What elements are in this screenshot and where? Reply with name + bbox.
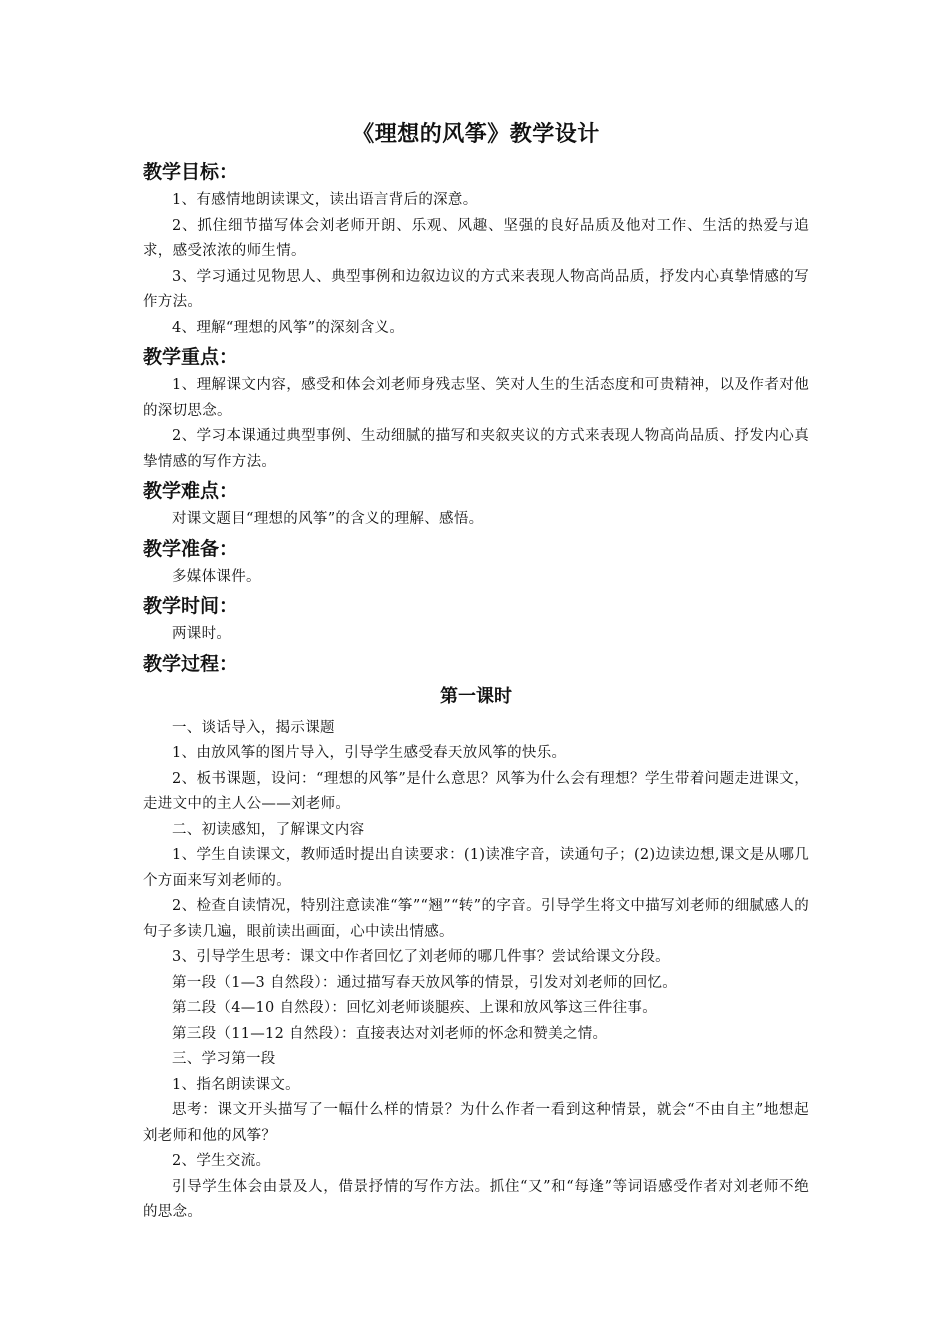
paragraph: 两课时。 [172, 626, 232, 642]
paragraph: 1、学生自读课文，教师适时提出自读要求：(1)读准字音，读通句子；(2)边读边想,课文是从哪几个方面来写刘老师的。 [143, 847, 809, 889]
section-preparation [143, 533, 809, 591]
paragraph: 三、学习第一段 [172, 1051, 276, 1067]
paragraph: 1、有感情地朗读课文，读出语言背后的深意。 [172, 192, 478, 208]
section-process [143, 648, 809, 680]
paragraph: 一、谈话导入，揭示课题 [172, 719, 335, 736]
paragraph: 2、检查自读情况，特别注意读准“筝”“翘”“转”的字音。引导学生将文中描写刘老师的细腻感人的句子多读几遍，眼前读出画面，心中读出情感。 [143, 898, 809, 940]
paragraph: 第二段（4—10 自然段）：回忆刘老师谈腿疾、上课和放风筝这三件往事。 [172, 1000, 658, 1016]
document-content [143, 118, 809, 1226]
paragraph: 第一段（1—3 自然段）：通过描写春天放风筝的情景，引发对刘老师的回忆。 [172, 974, 678, 991]
section-heading: 教学重点： [143, 346, 239, 368]
paragraph: 4、理解“理想的风筝”的深刻含义。 [172, 319, 405, 336]
paragraph: 1、由放风筝的图片导入，引导学生感受春天放风筝的快乐。 [172, 745, 567, 761]
section-heading: 教学难点： [143, 480, 239, 502]
paragraph: 2、学习本课通过典型事例、生动细腻的描写和夹叙夹议的方式来表现人物高尚品质、抒发内心真挚情感的写作方法。 [143, 428, 809, 470]
paragraph: 3、引导学生思考：课文中作者回忆了刘老师的哪几件事？尝试给课文分段。 [172, 949, 670, 965]
paragraph: 思考：课文开头描写了一幅什么样的情景？为什么作者一看到这种情景，就会“不由自主”地想起刘老师和他的风筝？ [143, 1102, 809, 1144]
section-heading: 教学时间： [143, 595, 239, 617]
paragraph: 1、指名朗读课文。 [172, 1076, 300, 1093]
paragraph: 2、板书课题，设问：“理想的风筝”是什么意思？风筝为什么会有理想？学生带着问题走进课文，走进文中的主人公——刘老师。 [143, 770, 809, 812]
section-objectives [143, 156, 809, 341]
section-key-points [143, 341, 809, 475]
paragraph: 2、抓住细节描写体会刘老师开朗、乐观、风趣、坚强的良好品质及他对工作、生活的热爱与追求，感受浓浓的师生情。 [143, 217, 809, 259]
lesson-heading: 第一课时 [440, 685, 512, 707]
paragraph: 第三段（11—12 自然段）：直接表达对刘老师的怀念和赞美之情。 [172, 1025, 608, 1042]
section-difficulties [143, 475, 809, 533]
lesson-one [143, 680, 809, 1226]
document-title: 《理想的风筝》教学设计 [352, 122, 600, 147]
section-heading: 教学准备： [143, 537, 239, 560]
paragraph: 二、初读感知，了解课文内容 [172, 821, 365, 838]
paragraph: 2、学生交流。 [172, 1153, 271, 1169]
paragraph: 1、理解课文内容，感受和体会刘老师身残志坚、笑对人生的生活态度和可贵精神，以及作者对他的深切思念。 [143, 377, 809, 419]
section-heading: 教学过程： [143, 652, 239, 675]
paragraph: 3、学习通过见物思人、典型事例和边叙边议的方式来表现人物高尚品质，抒发内心真挚情感的写作方法。 [143, 268, 809, 310]
paragraph: 对课文题目“理想的风筝”的含义的理解、感悟。 [172, 511, 484, 527]
section-heading: 教学目标： [143, 161, 239, 183]
section-time [143, 590, 809, 648]
paragraph: 引导学生体会由景及人，借景抒情的写作方法。抓住“又”和“每逢”等词语感受作者对刘老师不绝的思念。 [143, 1178, 809, 1220]
paragraph: 多媒体课件。 [172, 568, 261, 585]
